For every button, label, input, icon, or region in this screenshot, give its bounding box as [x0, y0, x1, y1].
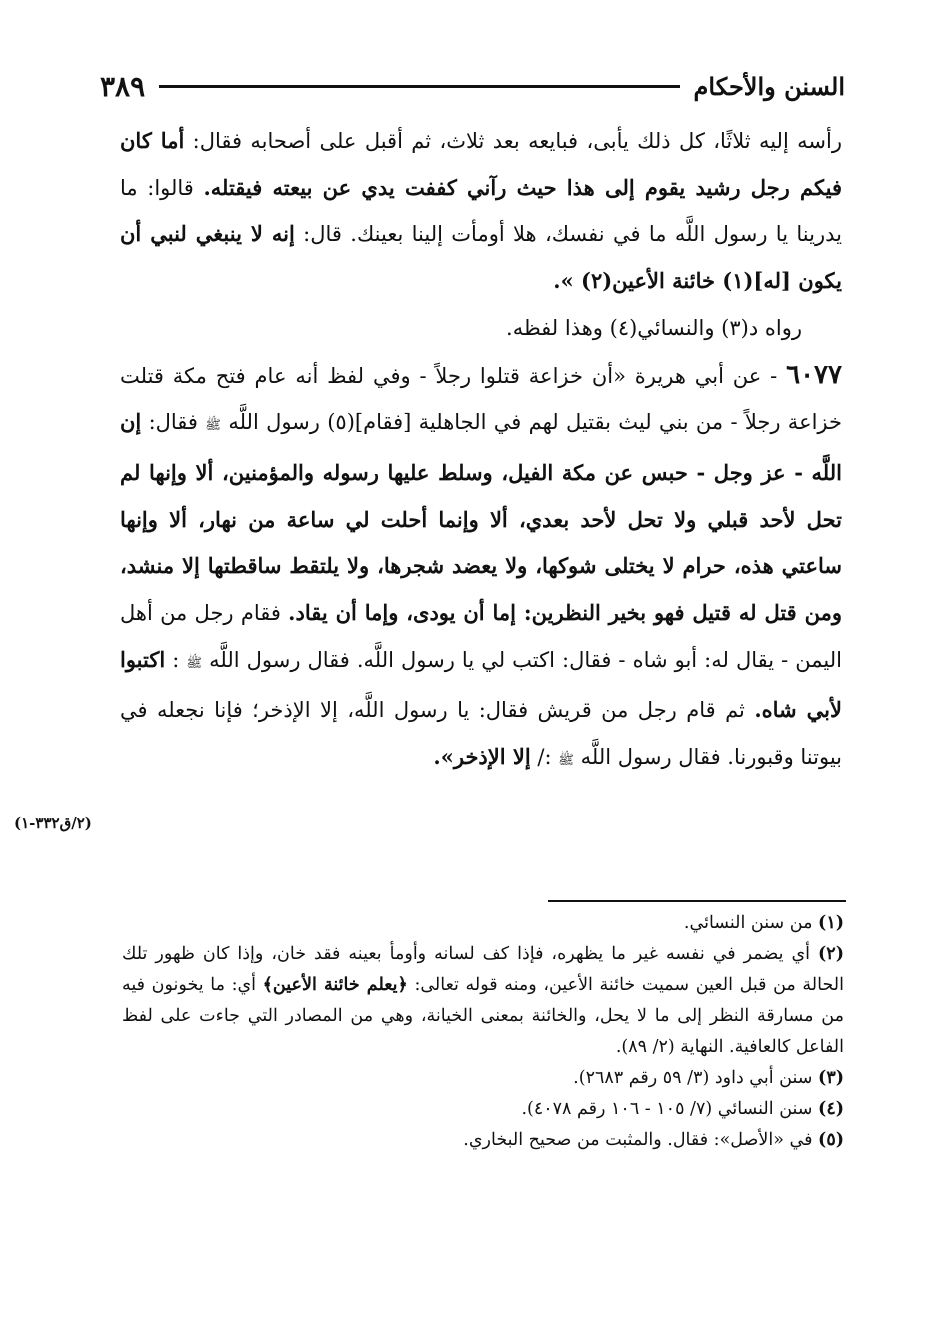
manuscript-reference: (٢/ق٣٣٢-١) [14, 814, 92, 832]
footnote-text: في «الأصل»: فقال. والمثبت من صحيح البخاري. [463, 1130, 813, 1150]
footnote-4 [122, 1094, 844, 1125]
footnote-number: (١) [818, 913, 844, 933]
hadith-number: ٦٠٧٧ [786, 359, 842, 390]
footnote-text: سنن النسائي (٧/ ١٠٥ - ١٠٦ رقم ٤٠٧٨). [521, 1099, 813, 1119]
p1-quote-bold: أما كان فيكم رجل رشيد يقوم إلى هذا حيث رآني كففت يدي عن بيعته فيقتله. [120, 128, 842, 200]
main-text [120, 118, 842, 785]
p3-e: :/ [537, 745, 552, 770]
paragraph-2 [120, 305, 842, 352]
page-number: ٣٨٩ [100, 69, 146, 103]
p3-b: فقال: [148, 410, 198, 435]
footnote-quran-quote: ﴿يعلم خائنة الأعين﴾ [262, 975, 408, 995]
footnote-number: (٤) [818, 1099, 844, 1119]
footnote-2 [122, 939, 844, 1063]
p1-quote-bold-2: إنه لا ينبغي لنبي أن يكون [له](١) خائنة الأعين(٢) ». [120, 221, 842, 294]
salutation-icon-3: ﷺ [558, 753, 574, 769]
footnote-number: (٥) [818, 1130, 844, 1150]
paragraph-3: ٦٠٧٧ - عن أبي هريرة «أن خزاعة قتلوا رجلاً - وفي لفظ أنه عام فتح مكة قتلت خزاعة رجلاً - من بني ليث بقتيل لهم في الجاهلية [فقام](٥) رسول اللَّه ﷺ فقال: إن اللَّه - عز وجل - حبس عن مكة الفيل، وسلط عليها رسوله والمؤمنين، ألا وإنها لم تحل لأحد قبلي ولا تحل لأحد بعدي، ألا وإنما أحلت لي ساعة من نهار، ألا وإنها ساعتي هذه، حرام لا يختلى شوكها، ولا يعضد شجرها، ولا يلتقط ساقطتها إلا منشد، ومن قتل له قتيل فهو بخير النظرين: إما أن يودى، وإما أن يقاد. فقام رجل من أهل اليمن - يقال له: أبو شاه - فقال: اكتب لي يا رسول اللَّه. فقال رسول اللَّه ﷺ : اكتبوا لأبي شاه. ثم قام رجل من قريش فقال: يا رسول اللَّه، إلا الإذخر؛ فإنا نجعله في بيوتنا وقبورنا. فقال رسول اللَّه ﷺ :/ إلا الإذخر». [120, 359, 843, 770]
footnote-text-tail: أي: ما يخونون فيه من مسارقة النظر إلى ما لا يحل، والخائنة بمعنى الخيانة، وهي من المصادر التي جاءت على لفظ الفاعل كالعافية. النهاية (٢/ ٨٩). [122, 975, 844, 1057]
footnote-3 [122, 1063, 844, 1094]
p3-a: - عن أبي هريرة «أن خزاعة قتلوا رجلاً - وفي لفظ أنه عام فتح مكة قتلت خزاعة رجلاً - من بني ليث بقتيل لهم في الجاهلية [فقام](٥) رسول اللَّه [120, 363, 843, 435]
footnote-number: (٢) [818, 944, 844, 964]
p3-bold-3: إلا الإذخر». [433, 744, 531, 770]
p3-c: فقام رجل من أهل اليمن - يقال له: أبو شاه - فقال: اكتب لي يا رسول اللَّه. فقال رسول اللَّه [120, 601, 842, 672]
footnote-text: من سنن النسائي. [683, 913, 813, 933]
p2-citation: رواه د(٣) والنسائي(٤) وهذا لفظه. [506, 315, 802, 340]
paragraph-1 [120, 118, 842, 305]
p3-d: ثم قام رجل من قريش فقال: يا رسول اللَّه، إلا الإذخر؛ فإنا نجعله في بيوتنا وقبورنا. فقال رسول اللَّه [120, 698, 842, 770]
footnote-text: أي يضمر في نفسه غير ما يظهره، فإذا كف لسانه وأومأ بعينه فقد خان، وإذا كان ظهور تلك الحالة من قبل العين سميت خائنة الأعين، ومنه قوله تعالى: [122, 944, 844, 995]
running-title: السنن والأحكام [693, 71, 845, 101]
footnote-number: (٣) [818, 1068, 844, 1088]
footnote-rule [548, 900, 846, 902]
footnotes [122, 908, 844, 1156]
salutation-icon-2: ﷺ [186, 655, 203, 671]
footnote-5 [122, 1125, 844, 1156]
p3-bold-2: اكتبوا لأبي شاه. [120, 646, 842, 723]
page-header [100, 66, 845, 106]
salutation-icon: ﷺ [205, 418, 222, 434]
footnote-text: سنن أبي داود (٣/ ٥٩ رقم ٢٦٨٣). [573, 1068, 813, 1088]
p1-intro: رأسه إليه ثلاثًا، كل ذلك يأبى، فبايعه بعد ثلاث، ثم أقبل على أصحابه فقال: [192, 129, 842, 153]
p3-bold-1: إن اللَّه - عز وجل - حبس عن مكة الفيل، وسلط عليها رسوله والمؤمنين، ألا وإنها لم تحل لأحد قبلي ولا تحل لأحد بعدي، ألا وإنما أحلت لي ساعة من نهار، ألا وإنها ساعتي هذه، حرام لا يختلى شوكها، ولا يعضد شجرها، ولا يلتقط ساقطتها إلا منشد، ومن قتل له قتيل فهو بخير النظرين: إما أن يودى، وإما أن يقاد. [120, 409, 842, 626]
footnote-1 [122, 908, 844, 939]
p1-mid: قالوا: ما يدرينا يا رسول اللَّه ما في نفسك، هلا أومأت إلينا بعينك. قال: [120, 175, 842, 247]
header-rule [159, 85, 679, 88]
